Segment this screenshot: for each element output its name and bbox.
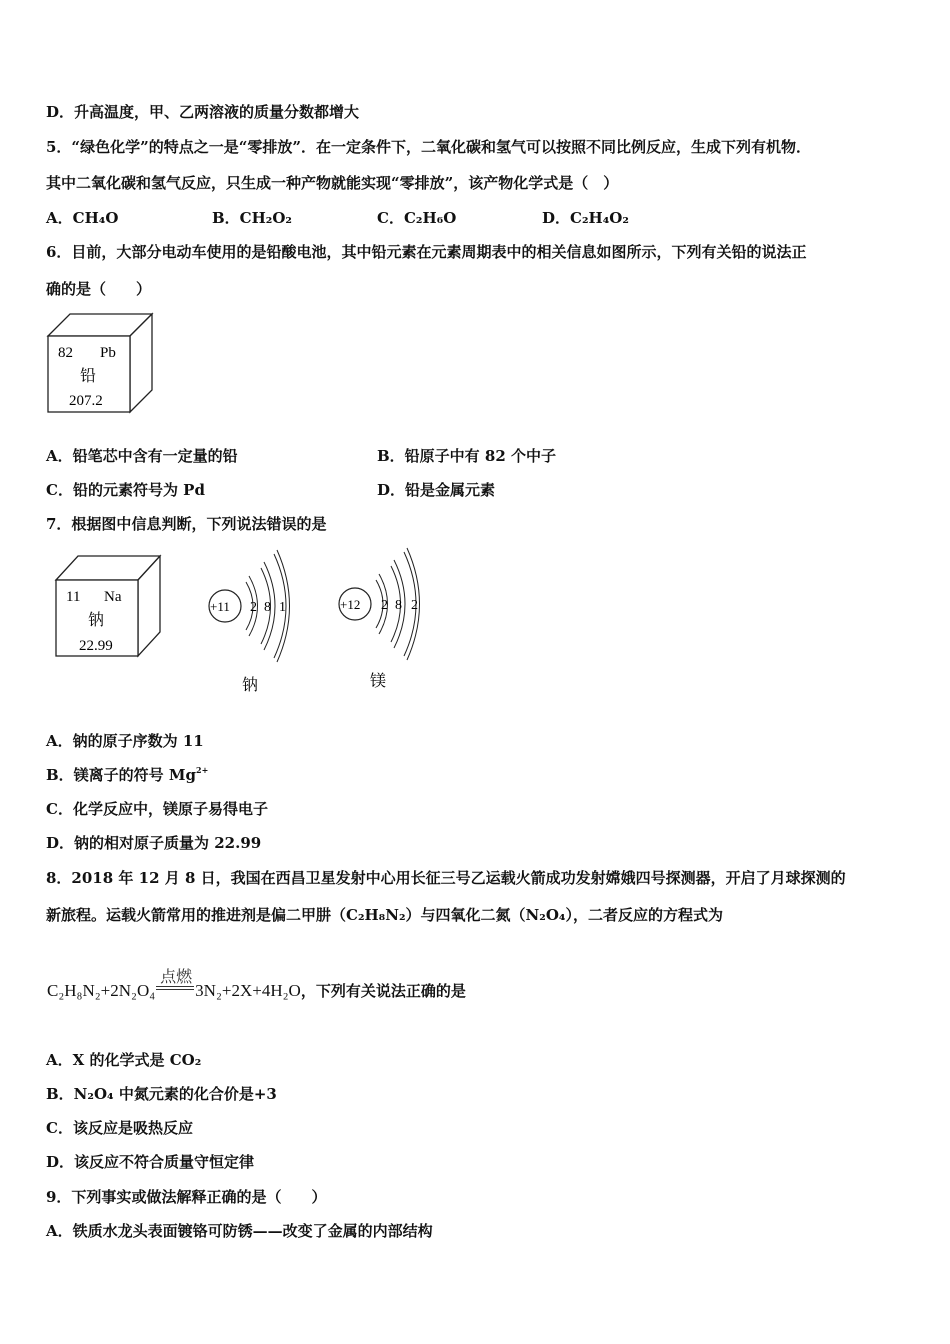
q6-option-a: A．铅笔芯中含有一定量的铅 xyxy=(46,447,238,465)
magnesium-nucleus-charge: +12 xyxy=(340,597,361,612)
q8-equation xyxy=(47,969,466,1001)
equation-condition: 点燃 xyxy=(160,969,193,986)
equation-reactants: C₂H₈N₂+2N₂O₄ xyxy=(47,981,156,1000)
magnesium-shell-1: 2 xyxy=(381,598,388,613)
lead-name: 铅 xyxy=(80,368,97,385)
q5-stem-line1: 5．“绿色化学”的特点之一是“零排放”．在一定条件下，二氧化碳和氢气可以按照不同比例反应，生成下列有机物． xyxy=(46,138,811,156)
q6-option-b: B．铅原子中有 82 个中子 xyxy=(377,447,556,465)
q7-option-b: B．镁离子的符号 $Mg^{2+}$ xyxy=(46,765,209,784)
q6-option-d: D．铅是金属元素 xyxy=(377,481,496,499)
q5-option-d: D．C₂H₄O₂ xyxy=(542,209,629,227)
sodium-nucleus-charge: +11 xyxy=(210,599,230,614)
q5-stem-line2: 其中二氧化碳和氢气反应，只生成一种产物就能实现“零排放”，该产物化学式是（ ） xyxy=(46,174,619,192)
equation-arrow xyxy=(156,969,194,996)
q9-option-a: A．铁质水龙头表面镀铬可防锈——改变了金属的内部结构 xyxy=(46,1222,433,1240)
q8-option-c: C．该反应是吸热反应 xyxy=(46,1119,193,1137)
q8-stem-line2: 新旅程。运载火箭常用的推进剂是偏二甲肼（C₂H₈N₂）与四氧化二氮（N₂O₄），二者反应的方程式为 xyxy=(46,906,723,924)
sodium-shell-3: 1 xyxy=(279,600,286,615)
sodium-atomic-number: 11 xyxy=(66,589,81,605)
q4-option-d: D．升高温度，甲、乙两溶液的质量分数都增大 xyxy=(46,103,360,121)
q8-stem-line1: 8．2018 年 12 月 8 日，我国在西昌卫星发射中心用长征三号乙运载火箭成功发射嫦娥四号探测器，开启了月球探测的 xyxy=(46,869,846,887)
magnesium-shell-2: 8 xyxy=(395,598,402,613)
q7-option-d: D．钠的相对原子质量为 22.99 xyxy=(46,834,262,852)
q6-stem-line2: 确的是（ ） xyxy=(46,280,152,298)
sodium-shell-1: 2 xyxy=(250,600,257,615)
q6-stem-line1: 6．目前，大部分电动车使用的是铅酸电池，其中铅元素在元素周期表中的相关信息如图所示，下列有关铅的说法正 xyxy=(46,243,807,261)
lead-symbol: Pb xyxy=(100,345,116,361)
q8-option-a: A．X 的化学式是 CO₂ xyxy=(46,1051,202,1069)
q8-option-b: B．N₂O₄ 中氮元素的化合价是+3 xyxy=(46,1085,277,1103)
sodium-atom-label: 钠 xyxy=(242,677,259,694)
equation-products: 3N₂+2X+4H₂O xyxy=(195,981,301,1000)
equation-tail: ，下列有关说法正确的是 xyxy=(300,982,466,1000)
magnesium-shell-3: 2 xyxy=(411,598,418,613)
sodium-element-card xyxy=(52,552,164,660)
q7-option-c: C．化学反应中，镁原子易得电子 xyxy=(46,800,268,818)
q7-option-a: A．钠的原子序数为 11 xyxy=(46,732,204,750)
magnesium-atom-label: 镁 xyxy=(370,673,387,690)
q5-option-b: B．CH₂O₂ xyxy=(212,209,292,227)
q6-option-c: C．铅的元素符号为 Pd xyxy=(46,481,205,499)
magnesium-atom-structure xyxy=(330,546,430,696)
q5-option-c: C．C₂H₆O xyxy=(377,209,457,227)
q8-option-d: D．该反应不符合质量守恒定律 xyxy=(46,1153,255,1171)
sodium-mass: 22.99 xyxy=(79,638,113,654)
sodium-name: 钠 xyxy=(88,612,105,629)
sodium-symbol: Na xyxy=(104,589,122,605)
lead-mass: 207.2 xyxy=(69,393,103,409)
lead-atomic-number: 82 xyxy=(58,345,73,361)
lead-element-card xyxy=(44,310,156,416)
q5-option-a: A．CH₄O xyxy=(46,209,119,227)
q9-stem: 9．下列事实或做法解释正确的是（ ） xyxy=(46,1188,327,1206)
sodium-atom-structure xyxy=(200,548,300,698)
sodium-shell-2: 8 xyxy=(264,600,271,615)
q7-stem: 7．根据图中信息判断，下列说法错误的是 xyxy=(46,515,327,533)
